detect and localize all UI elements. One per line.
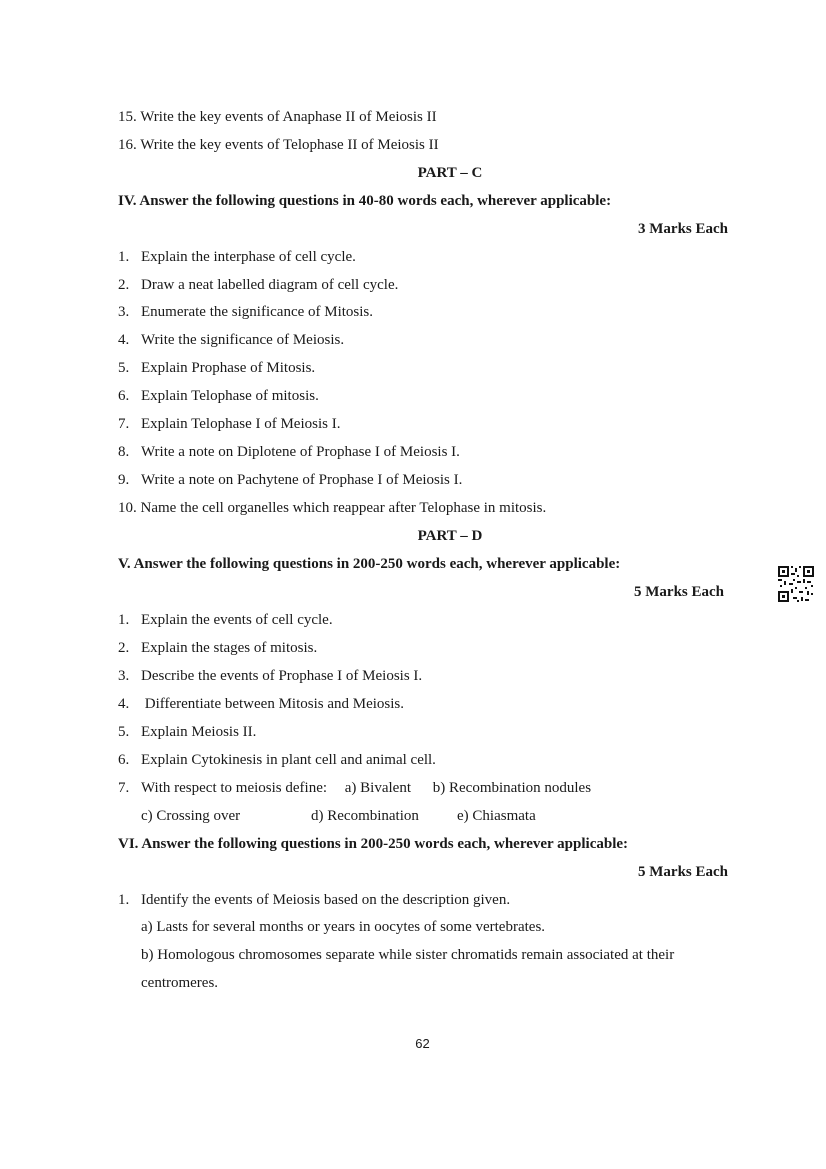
list-number: 1. bbox=[118, 249, 130, 265]
list-item bbox=[118, 498, 546, 518]
list-item bbox=[118, 638, 317, 658]
option-c: c) Crossing over bbox=[141, 808, 241, 824]
list-number: 5. bbox=[118, 360, 130, 376]
sub-item-a: a) Lasts for several months or years in oocytes of some vertebrates. bbox=[141, 919, 546, 935]
list-text: Explain Prophase of Mitosis. bbox=[141, 360, 316, 376]
list-text: Explain Telophase I of Meiosis I. bbox=[141, 416, 341, 432]
list-item bbox=[118, 694, 404, 714]
list-number: 5. bbox=[118, 724, 130, 740]
list-text: Write a note on Diplotene of Prophase I of Meiosis I. bbox=[141, 444, 460, 460]
question-15: 15. Write the key events of Anaphase II of Meiosis II bbox=[118, 109, 437, 125]
list-item bbox=[118, 330, 344, 350]
list-item bbox=[118, 890, 510, 910]
list-number: 4. bbox=[118, 332, 130, 348]
page-number: 62 bbox=[415, 1036, 430, 1051]
qr-code-icon bbox=[777, 565, 815, 603]
sub-item-b-continued: centromeres. bbox=[141, 975, 219, 991]
list-item bbox=[118, 442, 460, 462]
list-number: 3. bbox=[118, 304, 130, 320]
list-text: Explain the stages of mitosis. bbox=[141, 640, 318, 656]
list-number: 4. bbox=[118, 696, 130, 712]
list-number: 8. bbox=[118, 444, 130, 460]
list-text: Write the significance of Meiosis. bbox=[141, 332, 345, 348]
list-text: Explain Meiosis II. bbox=[141, 724, 257, 740]
list-text: Draw a neat labelled diagram of cell cycle. bbox=[141, 277, 399, 293]
list-text: Identify the events of Meiosis based on the description given. bbox=[141, 892, 511, 908]
option-e: e) Chiasmata bbox=[457, 808, 536, 824]
list-item bbox=[118, 414, 340, 434]
list-text: Write a note on Pachytene of Prophase I of Meiosis I. bbox=[141, 472, 463, 488]
part-c-heading: PART – C bbox=[417, 165, 483, 181]
list-text: Describe the events of Prophase I of Meiosis I. bbox=[141, 668, 423, 684]
list-number: 1. bbox=[118, 612, 130, 628]
list-item bbox=[118, 666, 422, 686]
list-item bbox=[118, 610, 333, 630]
list-number: 2. bbox=[118, 640, 130, 656]
list-text: Explain Cytokinesis in plant cell and animal cell. bbox=[141, 752, 436, 768]
list-number: 7. bbox=[118, 416, 130, 432]
list-text: Name the cell organelles which reappear after Telophase in mitosis. bbox=[140, 500, 547, 516]
sub-item-b: b) Homologous chromosomes separate while sister chromatids remain associated at their bbox=[141, 947, 675, 963]
list-text: Differentiate between Mitosis and Meiosis. bbox=[141, 696, 404, 712]
section-vi-marks: 5 Marks Each bbox=[638, 864, 728, 880]
list-item bbox=[118, 358, 315, 378]
list-text: With respect to meiosis define: bbox=[141, 780, 328, 796]
list-item bbox=[141, 806, 536, 826]
part-d-heading: PART – D bbox=[417, 528, 483, 544]
list-text: Enumerate the significance of Mitosis. bbox=[141, 304, 374, 320]
list-number: 7. bbox=[118, 780, 130, 796]
option-b: b) Recombination nodules bbox=[432, 780, 592, 796]
list-number: 3. bbox=[118, 668, 130, 684]
list-item bbox=[118, 275, 398, 295]
list-item bbox=[118, 722, 256, 742]
list-number: 6. bbox=[118, 388, 130, 404]
part-d-marks: 5 Marks Each bbox=[634, 584, 724, 600]
list-item bbox=[118, 302, 373, 322]
part-c-instruction: IV. Answer the following questions in 40-80 words each, wherever applicable: bbox=[118, 193, 612, 209]
list-text: Explain Telophase of mitosis. bbox=[141, 388, 319, 404]
list-item bbox=[118, 386, 319, 406]
list-number: 2. bbox=[118, 277, 130, 293]
part-d-instruction: V. Answer the following questions in 200-250 words each, wherever applicable: bbox=[118, 556, 621, 572]
list-number: 9. bbox=[118, 472, 130, 488]
list-number: 10. bbox=[118, 500, 137, 516]
option-d: d) Recombination bbox=[311, 808, 419, 824]
question-16: 16. Write the key events of Telophase II of Meiosis II bbox=[118, 137, 439, 153]
option-a: a) Bivalent bbox=[344, 780, 411, 796]
section-vi-instruction: VI. Answer the following questions in 200-250 words each, wherever applicable: bbox=[118, 836, 629, 852]
list-number: 1. bbox=[118, 892, 130, 908]
list-text: Explain the interphase of cell cycle. bbox=[141, 249, 356, 265]
list-item bbox=[118, 247, 356, 267]
list-text: Explain the events of cell cycle. bbox=[141, 612, 333, 628]
part-c-marks: 3 Marks Each bbox=[638, 221, 728, 237]
list-number: 6. bbox=[118, 752, 130, 768]
list-item bbox=[118, 470, 462, 490]
list-item bbox=[118, 778, 591, 798]
list-item bbox=[118, 750, 436, 770]
